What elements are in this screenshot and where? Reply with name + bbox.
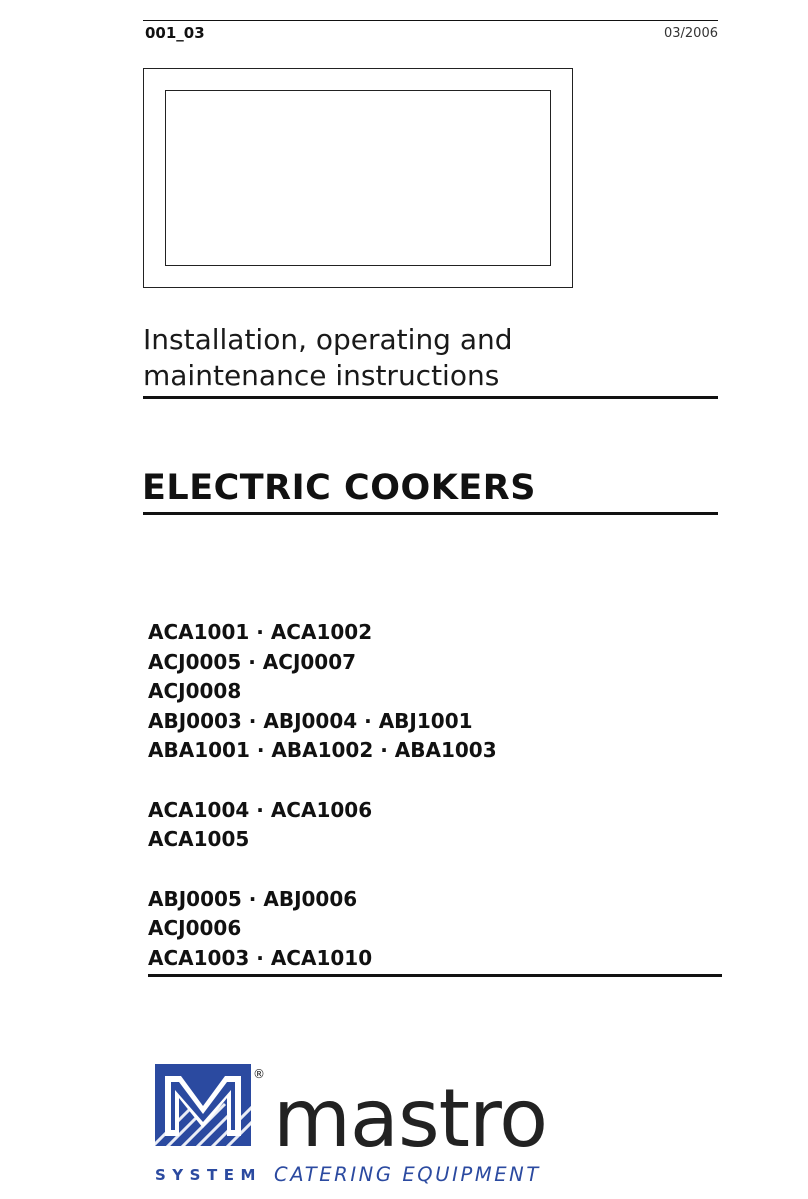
models-rule bbox=[148, 974, 722, 977]
model-line: ABA1001 · ABA1002 · ABA1003 bbox=[148, 738, 497, 762]
mastro-logo bbox=[155, 1064, 595, 1188]
model-line: ACJ0008 bbox=[148, 679, 242, 703]
model-list bbox=[148, 618, 497, 973]
brand-tagline: CATERING EQUIPMENT bbox=[274, 1163, 541, 1186]
subtitle bbox=[143, 322, 513, 394]
page-title: ELECTRIC COOKERS bbox=[142, 468, 536, 508]
brand-name: mastro bbox=[273, 1072, 548, 1165]
document-code: 001_03 bbox=[145, 24, 205, 42]
model-line: ABJ0005 · ABJ0006 bbox=[148, 886, 358, 911]
model-line: ABJ0003 · ABJ0004 · ABJ1001 bbox=[148, 708, 473, 733]
model-line: ACA1001 · ACA1002 bbox=[148, 620, 373, 644]
header-rule bbox=[143, 20, 718, 21]
subtitle-rule bbox=[143, 396, 718, 399]
document-date: 03/2006 bbox=[663, 26, 718, 41]
subtitle-line-2: maintenance instructions bbox=[143, 359, 500, 392]
model-line: ACA1004 · ACA1006 bbox=[148, 797, 373, 822]
model-line: ACA1005 bbox=[148, 827, 250, 851]
subtitle-line-1: Installation, operating and bbox=[143, 323, 513, 356]
system-label: SYSTEM bbox=[155, 1166, 262, 1184]
model-line: ACA1003 · ACA1010 bbox=[148, 945, 373, 970]
model-line: ACJ0005 · ACJ0007 bbox=[148, 649, 357, 674]
registered-mark: ® bbox=[253, 1067, 265, 1081]
model-line: ACJ0006 bbox=[148, 916, 242, 940]
title-rule bbox=[143, 512, 718, 515]
image-frame-inner bbox=[165, 90, 551, 266]
